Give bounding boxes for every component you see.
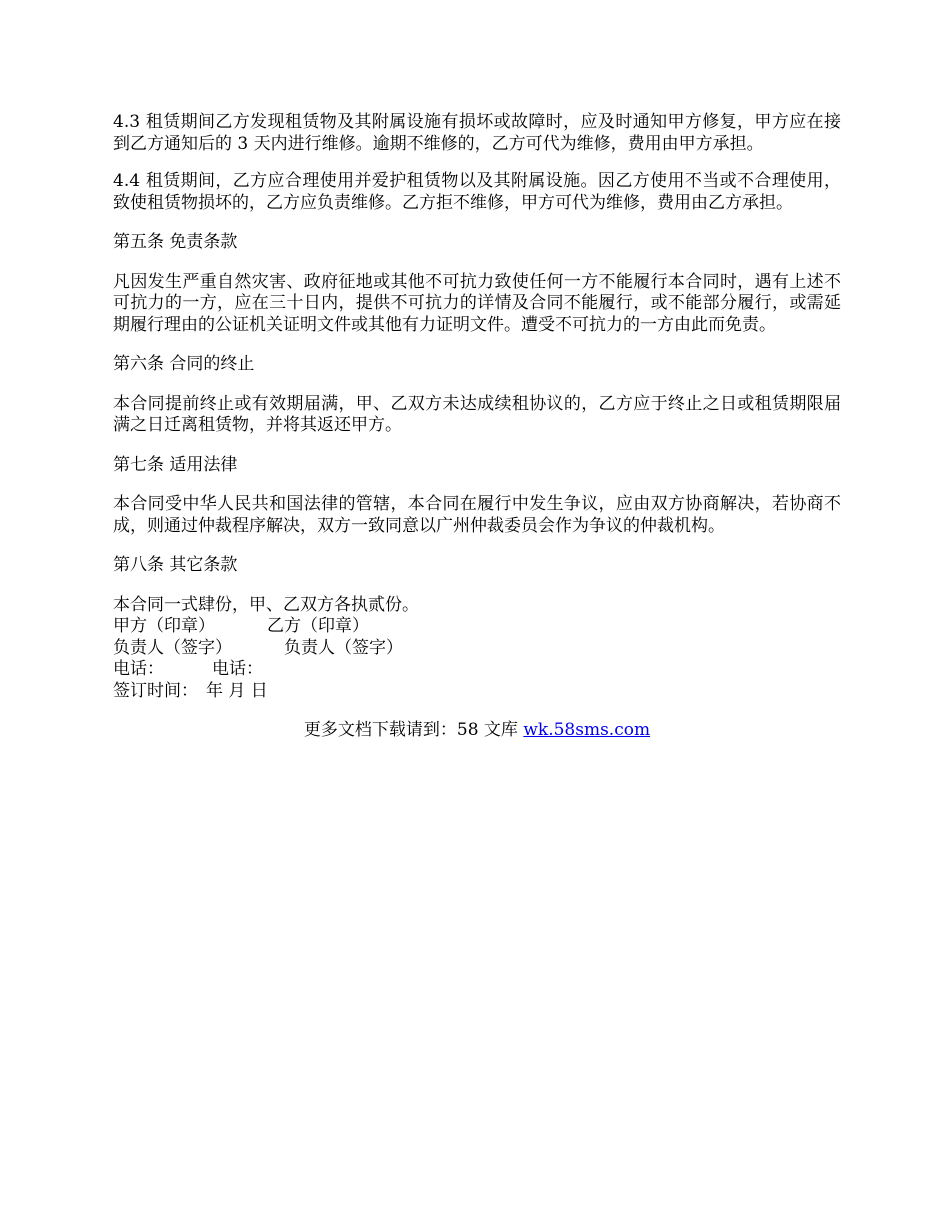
article-8-body: 本合同一式肆份，甲、乙双方各执贰份。: [113, 594, 419, 615]
phone-a: 电话：: [113, 659, 164, 679]
article-6-body: 本合同提前终止或有效期届满，甲、乙双方未达成续租协议的，乙方应于终止之日或租赁期限届满之日迁离租赁物，并将其返还甲方。: [113, 393, 841, 435]
phone-b: 电话：: [212, 659, 263, 679]
article-6-heading: 第六条 合同的终止: [113, 354, 255, 374]
article-5-heading: 第五条 免责条款: [113, 232, 238, 252]
signed-date-value: 年 月 日: [206, 680, 268, 701]
party-a-seal: 甲方（印章）: [113, 616, 215, 636]
phone-row: [113, 659, 841, 681]
clause-4-3: 4.3 租赁期间乙方发现租赁物及其附属设施有损坏或故障时，应及时通知甲方修复，甲方应在接到乙方通知后的 3 天内进行维修。逾期不维修的，乙方可代为维修，费用由甲方承担。: [113, 112, 841, 154]
footer-note: [113, 720, 841, 742]
signer-b: 负责人（签字）: [284, 637, 403, 658]
party-b-seal: 乙方（印章）: [267, 616, 369, 636]
seal-row: [113, 616, 841, 638]
clause-4-4: 4.4 租赁期间，乙方应合理使用并爱护租赁物以及其附属设施。因乙方使用不当或不合理使用，致使租赁物损坏的，乙方应负责维修。乙方拒不维修，甲方可代为维修，费用由乙方承担。: [113, 171, 841, 213]
document-body: [113, 112, 841, 759]
article-8-heading: 第八条 其它条款: [113, 555, 238, 575]
article-7-body: 本合同受中华人民共和国法律的管辖，本合同在履行中发生争议，应由双方协商解决，若协商不成，则通过仲裁程序解决，双方一致同意以广州仲裁委员会作为争议的仲裁机构。: [113, 494, 841, 536]
signer-a: 负责人（签字）: [113, 637, 232, 658]
footer-link[interactable]: wk.58sms.com: [523, 720, 651, 740]
signed-date-label: 签订时间：: [113, 680, 198, 701]
footer-text: 更多文档下载请到：58 文库: [303, 720, 524, 740]
signed-date-row: [113, 681, 841, 703]
article-5-body: 凡因发生严重自然灾害、政府征地或其他不可抗力致使任何一方不能履行本合同时，遇有上述不可抗力的一方，应在三十日内，提供不可抗力的详情及合同不能履行，或不能部分履行，或需延期履行理由的公证机关证明文件或其他有力证明文件。遭受不可抗力的一方由此而免责。: [113, 271, 841, 335]
article-7-heading: 第七条 适用法律: [113, 454, 238, 475]
signer-row: [113, 638, 841, 660]
